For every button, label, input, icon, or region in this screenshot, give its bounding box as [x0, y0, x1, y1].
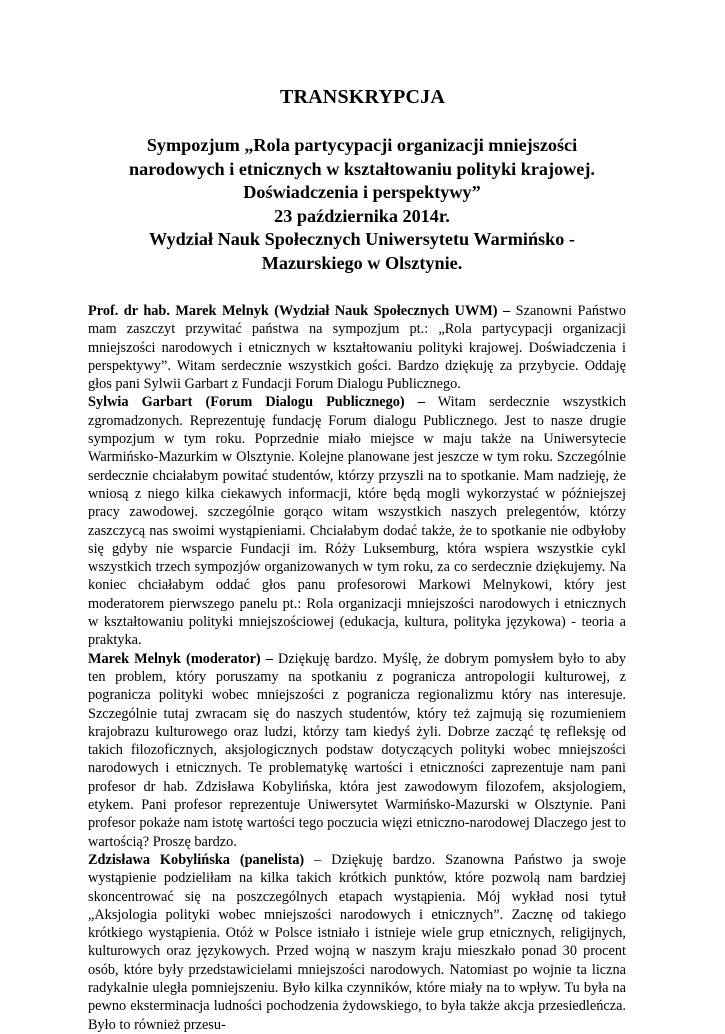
speaker-name: Marek Melnyk (moderator) – [88, 650, 273, 667]
transcript-body [88, 302, 626, 1034]
speech-text: Dziękuję bardzo. Myślę, że dobrym pomysłem było to aby ten problem, który poruszamy na spotkaniu z pogranicza antropologii kulturowej, z pogranicza polityki wobec mniejszości z pogranicza regionalizmu który nas interesuje. Szczególnie tutaj zwracam się do naszych studentów, który też zajmują się rozumieniem krajobrazu kulturowego oraz ludzi, którzy tam kiedyś żyli. Dobrze zacząć tę refleksję od takich filozoficznych, aksjologicznych podstaw dotyczących polityki wobec mniejszości narodowych i etnicznych. Te problematykę wartości i etniczności zaprezentuje nam pani profesor dr hab. Zdzisława Kobylińska, która jest zawodowym filozofem, aksjologiem, etykem. Pani profesor reprezentuje Uniwersytet Warmińsko-Mazurski w Olsztynie. Pani profesor pokaże nam istotę wartości tego poczucia więzi etniczno-narodowej Dlaczego jest to wartością? Proszę bardzo. [88, 650, 626, 850]
symposium-venue: Wydział Nauk Społecznych Uniwersytetu Warmińsko - Mazurskiego w Olsztynie. [149, 229, 575, 273]
symposium-date: 23 października 2014r. [274, 205, 450, 226]
speech-text: – Dziękuję bardzo. Szanowna Państwo ja swoje wystąpienie podzieliłam na kilka takich krótkich punktów, które pozwolą nam bardziej skoncentrować się na poszczególnych etapach wystąpienia. Mój wykład nosi tytuł „Aksjologia polityki wobec mniejszości narodowych i etnicznych”. Zacznę od takiego krótkiego wystąpienia. Otóż w Polsce istniało i istnieje wiele grup etnicznych, religijnych, kulturowych oraz językowych. Przed wojną w naszym kraju mieszkało ponad 30 procent osób, które były przedstawicielami mniejszości narodowych. Natomiast po wojnie ta liczna radykalnie uległa pomniejszeniu. Było kilka czynników, które miały na to wpływ. Tu była na pewno eksterminacja ludności pochodzenia żydowskiego, to była także akcja przesiedleńcza. Było to również przesu- [88, 851, 626, 1033]
speaker-name: Zdzisława Kobylińska (panelista) [88, 851, 305, 868]
symposium-header [98, 134, 626, 275]
symposium-title: Sympozjum „Rola partycypacji organizacji mniejszości narodowych i etnicznych w kształtowaniu polityki krajowej. Doświadczenia i perspektywy” [129, 135, 595, 202]
speech-text: Szanowni Państwo mam zaszczyt przywitać państwa na sympozjum pt.: „Rola partycypacji organizacji mniejszości narodowych i etnicznych w kształtowaniu polityki krajowej. Doświadczenia i perspektywy”. Witam serdecznie wszystkich gości. Bardzo dziękuję za przybycie. Oddaję głos pani Sylwii Garbart z Fundacji Forum Dialogu Publicznego. [88, 303, 626, 393]
speaker-name: Prof. dr hab. Marek Melnyk (Wydział Nauk Społecznych UWM) – [88, 303, 511, 319]
transcript-paragraph [88, 302, 626, 393]
transcript-paragraph [88, 851, 626, 1034]
transcript-paragraph [88, 393, 626, 649]
document-title: TRANSKRYPCJA [279, 86, 446, 108]
speaker-name: Sylwia Garbart (Forum Dialogu Publicznego) – [88, 394, 425, 411]
speech-text: Witam serdecznie wszystkich zgromadzonych. Reprezentuję fundację Forum dialogu Publicznego. Jest to nasze drugie sympozjum w tym roku. Poprzednie miało miejsce w maju także na Uniwersytecie Warmińsko-Mazurkim w Olsztynie. Kolejne planowane jest jeszcze w tym roku. Szczególnie serdecznie chciałabym powitać studentów, którzy przyszli na to spotkanie. Mam nadzieję, że wniosą z niego kilka ciekawych informacji, które będą mogli wykorzystać w późniejszej pracy zawodowej. szczególnie gorąco witam wszystkich naszych prelegentów, którzy zaszczycą nas swoimi wystąpieniami. Chciałabym dodać także, że to spotkanie nie odbyłoby się gdyby nie wsparcie Fundacji im. Róży Luksemburg, która wspiera wszystkie cykl wszystkich trzech sympozjów organizowanych w tym roku, za co serdecznie dziękujemy. Na koniec chciałabym oddać głos panu profesorowi Markowi Melnykowi, który jest moderatorem pierwszego panelu pt.: Rola organizacji mniejszości narodowych i etnicznych w kształtowaniu polityki mniejszościowej (edukacja, kultura, polityka językowa) - teoria a praktyka. [88, 394, 626, 649]
transcript-paragraph [88, 650, 626, 851]
